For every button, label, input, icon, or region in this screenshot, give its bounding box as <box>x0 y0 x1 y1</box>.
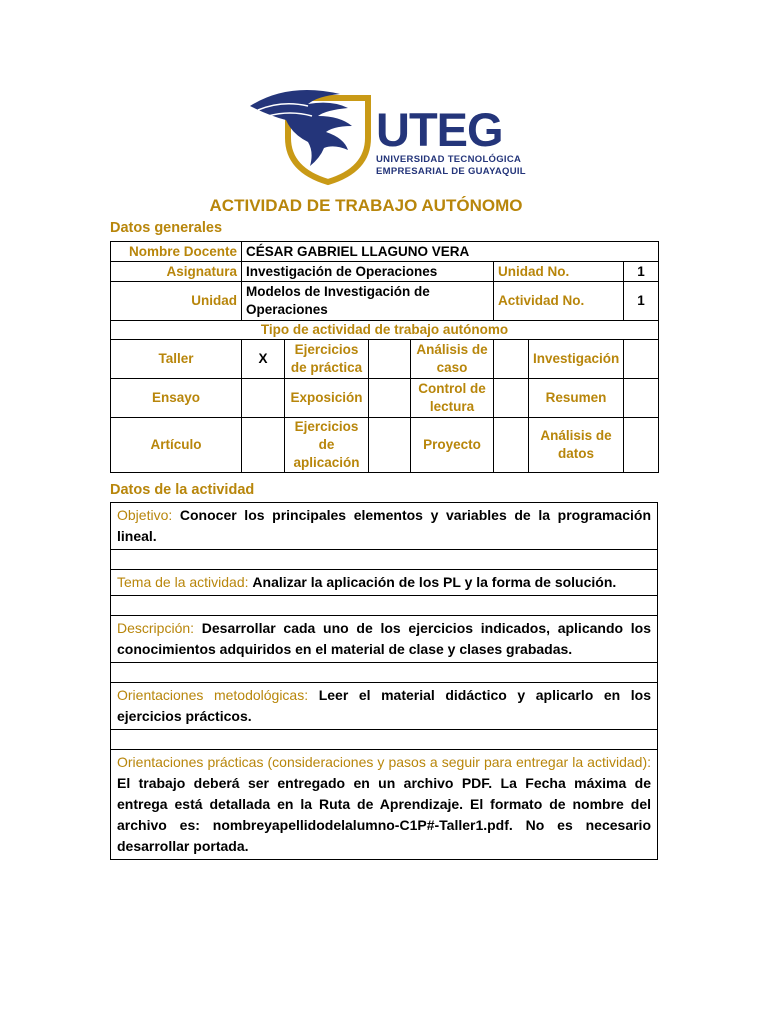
tipo-resumen-mark <box>624 379 659 418</box>
row-tipo-actividad <box>111 321 659 340</box>
tipo-proyecto: Proyecto <box>411 418 494 473</box>
tipo-analisis-caso: Análisis de caso <box>411 340 494 379</box>
orientaciones-metodologicas-label: Orientaciones metodológicas: <box>117 687 309 703</box>
row-tema <box>111 570 658 596</box>
tipo-investigacion-mark <box>624 340 659 379</box>
blank-row <box>111 596 658 616</box>
tipo-analisis-caso-mark <box>494 340 529 379</box>
row-tipos-2 <box>111 379 659 418</box>
tipo-ensayo-mark <box>242 379 285 418</box>
row-descripcion <box>111 616 658 663</box>
unidad-value: Modelos de Investigación de Operaciones <box>242 282 494 321</box>
datos-actividad-heading: Datos de la actividad <box>110 482 255 498</box>
tipo-analisis-datos-mark <box>624 418 659 473</box>
objetivo-cell <box>111 503 658 550</box>
uteg-emblem-icon <box>248 86 374 186</box>
logo-wordmark: UTEG <box>376 103 503 156</box>
tema-value: Analizar la aplicación de los PL y la forma de solución. <box>252 574 617 590</box>
blank-row <box>111 730 658 750</box>
orientaciones-practicas-cell <box>111 750 658 860</box>
tipo-control-lectura-mark <box>494 379 529 418</box>
actividad-no-label: Actividad No. <box>494 282 624 321</box>
datos-actividad-table <box>110 502 658 860</box>
tipo-proyecto-mark <box>494 418 529 473</box>
blank-row <box>111 550 658 570</box>
tipo-investigacion: Investigación <box>529 340 624 379</box>
row-tipos-3 <box>111 418 659 473</box>
tipo-exposicion-mark <box>369 379 411 418</box>
tipo-articulo: Artículo <box>111 418 242 473</box>
tipo-ejercicios-aplicacion-mark <box>369 418 411 473</box>
descripcion-cell <box>111 616 658 663</box>
logo-subtitle-line2: EMPRESARIAL DE GUAYAQUIL <box>376 166 526 177</box>
tipo-analisis-datos: Análisis de datos <box>529 418 624 473</box>
orientaciones-practicas-value: El trabajo deberá ser entregado en un archivo PDF. La Fecha máxima de entrega está detallada en la Ruta de Aprendizaje. El formato de nombre del archivo es: nombreyapellidodelalumno-C1P#-Taller1.pdf. No es necesario desarrollar portada. <box>117 775 651 854</box>
orientaciones-metodologicas-value: Leer el material didáctico y aplicarlo en los ejercicios prácticos. <box>117 687 652 724</box>
orientaciones-practicas-label: Orientaciones prácticas (consideraciones y pasos a seguir para entregar la actividad): <box>117 754 651 770</box>
row-objetivo <box>111 503 658 550</box>
descripcion-label: Descripción: <box>117 620 195 636</box>
tema-label: Tema de la actividad: <box>117 574 249 590</box>
tipo-articulo-mark <box>242 418 285 473</box>
row-unidad <box>111 282 659 321</box>
tipo-ejercicios-practica: Ejercicios de práctica <box>285 340 369 379</box>
objetivo-label: Objetivo: <box>117 507 173 523</box>
tipo-taller: Taller <box>111 340 242 379</box>
unidad-no-value: 1 <box>624 262 659 282</box>
asignatura-value: Investigación de Operaciones <box>242 262 494 282</box>
datos-generales-table <box>110 241 659 473</box>
datos-generales-heading: Datos generales <box>110 220 223 236</box>
objetivo-value: Conocer los principales elementos y variables de la programación lineal. <box>117 507 651 544</box>
tipo-ejercicios-practica-mark <box>369 340 411 379</box>
tema-cell <box>111 570 658 596</box>
blank-row <box>111 663 658 683</box>
actividad-no-value: 1 <box>624 282 659 321</box>
unidad-no-label: Unidad No. <box>494 262 624 282</box>
row-asignatura <box>111 262 659 282</box>
tipo-resumen: Resumen <box>529 379 624 418</box>
tipo-ensayo: Ensayo <box>111 379 242 418</box>
tipo-actividad-label: Tipo de actividad de trabajo autónomo <box>111 321 659 340</box>
logo-subtitle-line1: UNIVERSIDAD TECNOLÓGICA <box>376 154 522 165</box>
row-orientaciones-metodologicas <box>111 683 658 730</box>
orientaciones-metodologicas-cell <box>111 683 658 730</box>
unidad-label: Unidad <box>111 282 242 321</box>
asignatura-label: Asignatura <box>111 262 242 282</box>
tipo-control-lectura: Control de lectura <box>411 379 494 418</box>
tipo-ejercicios-aplicacion: Ejercicios de aplicación <box>285 418 369 473</box>
uteg-logo <box>248 86 526 186</box>
row-nombre-docente <box>111 242 659 262</box>
descripcion-value: Desarrollar cada uno de los ejercicios indicados, aplicando los conocimientos adquiridos en el material de clase y clases grabadas. <box>117 620 652 657</box>
nombre-docente-value: CÉSAR GABRIEL LLAGUNO VERA <box>242 242 659 262</box>
tipo-taller-mark: X <box>242 340 285 379</box>
row-orientaciones-practicas <box>111 750 658 860</box>
nombre-docente-label: Nombre Docente <box>111 242 242 262</box>
document-title: ACTIVIDAD DE TRABAJO AUTÓNOMO <box>209 196 523 215</box>
tipo-exposicion: Exposición <box>285 379 369 418</box>
row-tipos-1 <box>111 340 659 379</box>
